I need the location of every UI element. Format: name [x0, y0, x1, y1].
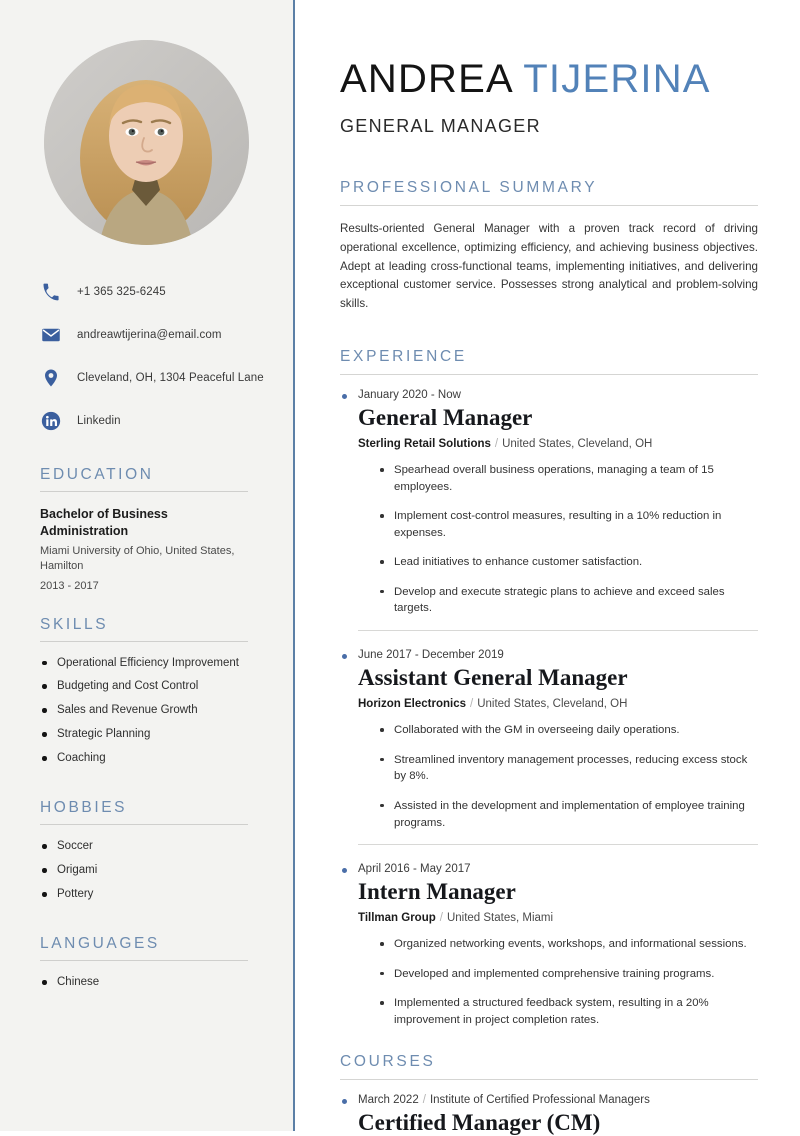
list-item: Organized networking events, workshops, and informational sessions. [380, 936, 758, 953]
experience-rule [340, 374, 758, 375]
profile-photo-wrapper [0, 40, 293, 245]
first-name: ANDREA [340, 57, 512, 101]
list-item: Develop and execute strategic plans to achieve and exceed sales targets. [380, 584, 758, 617]
education-heading: EDUCATION [40, 466, 154, 483]
list-item: Chinese [40, 975, 248, 990]
skills-list [40, 656, 248, 767]
experience-company-line [358, 697, 758, 712]
languages-section [0, 935, 293, 990]
experience-title: Intern Manager [358, 879, 516, 905]
experience-entry [340, 649, 758, 831]
experience-company: Horizon Electronics [358, 698, 466, 711]
contact-item-location[interactable] [40, 367, 267, 389]
experience-bullets [340, 936, 758, 1028]
list-item: Implement cost-control measures, resulting in a 10% reduction in expenses. [380, 508, 758, 541]
experience-location: United States, Miami [446, 912, 554, 925]
education-rule [40, 491, 248, 492]
job-role-subtitle: GENERAL MANAGER [340, 116, 541, 136]
skills-heading: SKILLS [40, 615, 109, 633]
spacer [0, 911, 293, 935]
list-item: Collaborated with the GM in overseeing daily operations. [380, 722, 758, 739]
contact-item-linkedin[interactable] [40, 410, 267, 432]
spacer [0, 592, 293, 616]
linkedin-icon [40, 410, 62, 432]
experience-title: General Manager [358, 404, 533, 430]
experience-company: Tillman Group [358, 912, 436, 925]
experience-bullets [340, 462, 758, 617]
summary-heading: PROFESSIONAL SUMMARY [340, 179, 598, 196]
list-item: Streamlined inventory management processes, reducing excess stock by 8%. [380, 752, 758, 785]
experience-dates: June 2017 - December 2019 [340, 649, 758, 661]
list-item: Implemented a structured feedback system, resulting in a 20% improvement in project completion rates. [380, 995, 758, 1028]
education-dates: 2013 - 2017 [40, 579, 99, 592]
linkedin-text: Linkedin [77, 414, 121, 427]
list-item: Strategic Planning [40, 727, 248, 742]
experience-entry [340, 863, 758, 1029]
courses-heading: COURSES [340, 1052, 436, 1070]
list-item: Budgeting and Cost Control [40, 679, 248, 694]
list-item: Sales and Revenue Growth [40, 703, 248, 718]
separator: / [439, 912, 443, 925]
languages-heading: LANGUAGES [40, 935, 160, 953]
experience-entry [340, 389, 758, 617]
hobbies-heading: HOBBIES [40, 799, 128, 817]
entry-separator [358, 844, 758, 845]
languages-list [40, 975, 248, 990]
envelope-icon [40, 324, 62, 346]
experience-bullets [340, 722, 758, 831]
separator: / [422, 1093, 426, 1106]
main-content [295, 0, 800, 1135]
experience-company-line [358, 911, 758, 926]
summary-text: Results-oriented General Manager with a proven track record of driving operational excellence, optimizing efficiency, and achieving business objectives. Adept at leading cross-functional teams, implementing initiatives, and delivering exceptional customer service. Possesses strong analytical and problem-solving skills. [340, 222, 758, 311]
avatar [44, 40, 249, 245]
last-name: TIJERINA [523, 57, 711, 101]
experience-location: United States, Cleveland, OH [477, 698, 628, 711]
education-school: Miami University of Ohio, United States, Hamilton [40, 544, 235, 573]
contact-item-phone[interactable] [40, 281, 267, 303]
phone-text: +1 365 325-6245 [77, 285, 166, 298]
experience-heading: EXPERIENCE [340, 347, 467, 365]
contact-item-email[interactable] [40, 324, 267, 346]
experience-location: United States, Cleveland, OH [502, 438, 653, 451]
entry-separator [358, 630, 758, 631]
phone-icon [40, 281, 62, 303]
course-institution: Institute of Certified Professional Managers [429, 1093, 650, 1106]
skills-section [0, 616, 293, 767]
skills-rule [40, 641, 248, 642]
list-item: Assisted in the development and implementation of employee training programs. [380, 798, 758, 831]
education-section [0, 466, 293, 592]
experience-section [340, 348, 758, 1029]
list-item: Lead initiatives to enhance customer satisfaction. [380, 554, 758, 571]
list-item: Soccer [40, 839, 248, 854]
location-text: Cleveland, OH, 1304 Peaceful Lane [77, 371, 264, 384]
courses-rule [340, 1079, 758, 1080]
hobbies-rule [40, 824, 248, 825]
portrait-illustration [44, 40, 249, 245]
experience-title: Assistant General Manager [358, 665, 628, 690]
page-title [340, 58, 758, 100]
list-item: Operational Efficiency Improvement [40, 656, 248, 671]
spacer [0, 775, 293, 799]
contact-list [0, 281, 293, 432]
list-item: Pottery [40, 887, 248, 902]
location-pin-icon [40, 367, 62, 389]
experience-company: Sterling Retail Solutions [358, 438, 491, 451]
education-degree: Bachelor of Business Administration [40, 507, 168, 538]
experience-dates: April 2016 - May 2017 [340, 863, 758, 875]
summary-section [340, 179, 758, 314]
separator: / [470, 698, 474, 711]
course-entry [340, 1094, 758, 1136]
course-meta-line [340, 1094, 758, 1106]
separator: / [494, 438, 499, 451]
list-item: Spearhead overall business operations, managing a team of 15 employees. [380, 462, 758, 495]
experience-company-line [358, 437, 758, 452]
course-title: Certified Manager (CM) [358, 1109, 601, 1135]
summary-rule [340, 205, 758, 206]
languages-rule [40, 960, 248, 961]
list-item: Coaching [40, 751, 248, 766]
sidebar [0, 0, 295, 1131]
email-text: andreawtijerina@email.com [77, 328, 222, 341]
experience-dates: January 2020 - Now [340, 389, 758, 401]
list-item: Developed and implemented comprehensive training programs. [380, 966, 758, 983]
hobbies-list [40, 839, 248, 902]
course-date: March 2022 [358, 1093, 419, 1106]
hobbies-section [0, 799, 293, 902]
courses-section [340, 1053, 758, 1136]
list-item: Origami [40, 863, 248, 878]
